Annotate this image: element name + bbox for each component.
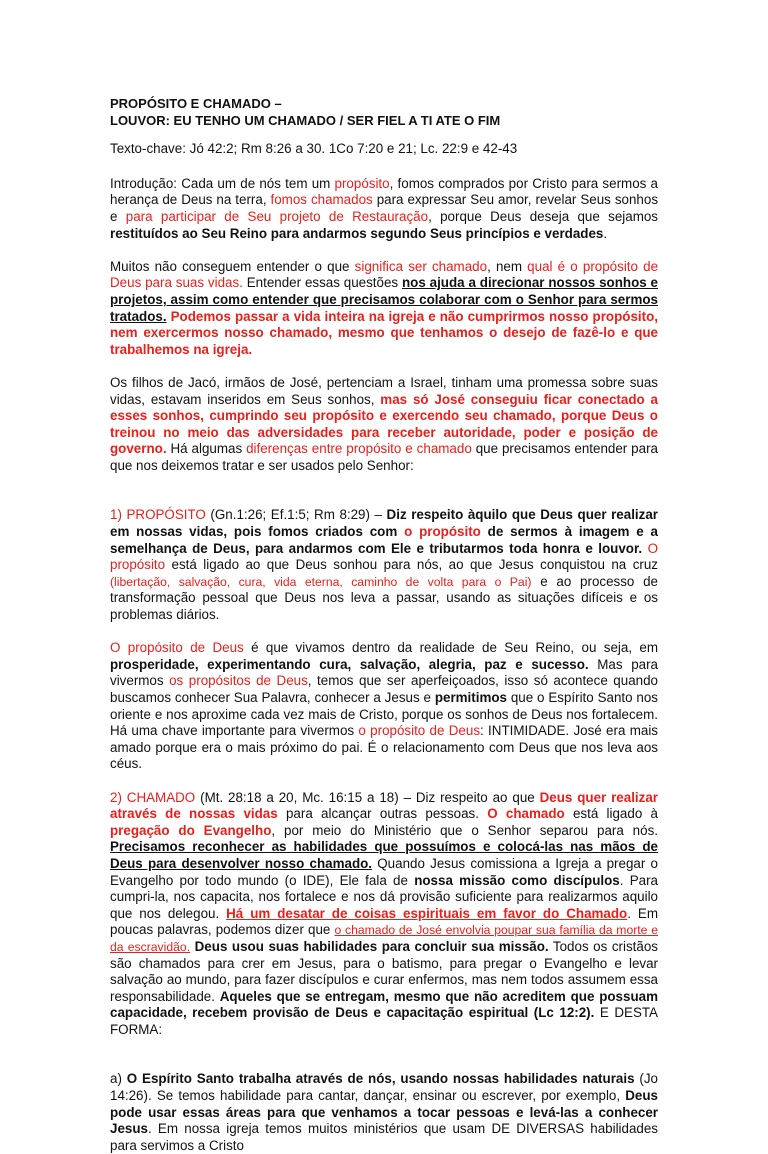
paragraph-filhos-de-jaco: Os filhos de Jacó, irmãos de José, pertenciam a Israel, tinham uma promessa sobre suas vidas, estavam inseridos em Seus sonhos, mas só José conseguiu ficar conectado a esses sonhos, cumprindo seu propósito e exercendo seu chamado, porque Deus o treinou no meio das adversidades para receber autoridade, poder e posição de governo. Há algumas diferenças entre propósito e chamado que precisamos entender para que nos deixemos tratar e ser usados pelo Senhor: xyxy=(110,374,658,473)
paragraph-proposito-de-deus: O propósito de Deus é que vivamos dentro da realidade de Seu Reino, ou seja, em prosperidade, experimentando cura, salvação, alegria, paz e sucesso. Mas para vivermos os propósitos de Deus, temos que ser aperfeiçoados, isso só acontece quando buscamos conhecer Sua Palavra, conhecer a Jesus e permitimos que o Espírito Santo nos oriente e nos aproxime cada vez mais de Cristo, porque os sonhos de Deus nos fortalecem. Há uma chave importante para vivermos o propósito de Deus: INTIMIDADE. José era mais amado porque era o mais próximo do pai. É o relacionamento com Deus que nos leva aos céus. xyxy=(110,640,659,772)
document-subtitle: LOUVOR: EU TENHO UM CHAMADO / SER FIEL A TI ATE O FIM xyxy=(110,112,501,128)
document-title: PROPÓSITO E CHAMADO – xyxy=(110,96,282,111)
paragraph-significado-chamado: Muitos não conseguem entender o que significa ser chamado, nem qual é o propósito de Deus para suas vidas. Entender essas questões nos ajuda a direcionar nossos sonhos e projetos, assim como entender que precisamos colaborar com o Senhor para sermos tratados. Podemos passar a vida inteira na igreja e não cumprirmos nosso propósito, nem exercermos nosso chamado, mesmo que tenhamos o desejo de fazê-lo e que trabalhemos na igreja. xyxy=(110,258,659,357)
paragraph-proposito: 1) PROPÓSITO (Gn.1:26; Ef.1:5; Rm 8:29) – Diz respeito àquilo que Deus quer realizar em nossas vidas, pois fomos criados com o propósito de sermos à imagem e a semelhança de Deus, para andarmos com Ele e tributarmos toda honra e louvor. O propósito está ligado ao que Deus sonhou para nós, ao que Jesus conquistou na cruz (libertação, salvação, cura, vida eterna, caminho de volta para o Pai) e ao processo de transformação pessoal que Deus nos leva a passar, usando as situações difíceis e os problemas diários. xyxy=(110,507,659,623)
paragraph-espirito-santo: a) O Espírito Santo trabalha através de nós, usando nossas habilidades naturais (Jo 14:26). Se temos habilidade para cantar, dançar, ensinar ou escrever, por exemplo, Deus pode usar essas áreas para que venhamos a tocar pessoas e levá-las a conhecer Jesus. Em nossa igreja temos muitos ministérios que usam DE DIVERSAS habilidades para servimos a Cristo xyxy=(110,1071,658,1153)
paragraph-chamado: 2) CHAMADO (Mt. 28:18 a 20, Mc. 16:15 a 18) – Diz respeito ao que Deus quer realizar através de nossas vidas para alcançar outras pessoas. O chamado está ligado à pregação do Evangelho, por meio do Ministério que o Senhor separou para nós. Precisamos reconhecer as habilidades que possuímos e colocá-las nas mãos de Deus para desenvolver nosso chamado. Quando Jesus comissiona a Igreja a pregar o Evangelho por todo mundo (o IDE), Ele fala de nossa missão como discípulos. Para cumpri-la, nos capacita, nos fortalece e nos dá provisão suficiente para realizarmos aquilo que nos delegou. Há um desatar de coisas espirituais em favor do Chamado. Em poucas palavras, podemos dizer que o chamado de José envolvia poupar sua família da morte e da escravidão. Deus usou suas habilidades para concluir sua missão. Todos os cristãos são chamados para crer em Jesus, para o batismo, para pregar o Evangelho e levar salvação ao mundo, para fazer discípulos e curar enfermos, mas nem todos assumem essa responsabilidade. Aqueles que se entregam, mesmo que não acreditem que possuam capacidade, recebem provisão de Deus e capacitação espiritual (Lc 12:2). E DESTA FORMA: xyxy=(110,789,658,1037)
texto-chave: Texto-chave: Jó 42:2; Rm 8:26 a 30. 1Co 7:20 e 21; Lc. 22:9 e 42-43 xyxy=(110,141,518,157)
paragraph-introducao: Introdução: Cada um de nós tem um propósito, fomos comprados por Cristo para sermos a herança de Deus na terra, fomos chamados para expressar Seu amor, revelar Seus sonhos e para participar de Seu projeto de Restauração, porque Deus deseja que sejamos restituídos ao Seu Reino para andarmos segundo Seus princípios e verdades. xyxy=(110,175,659,241)
